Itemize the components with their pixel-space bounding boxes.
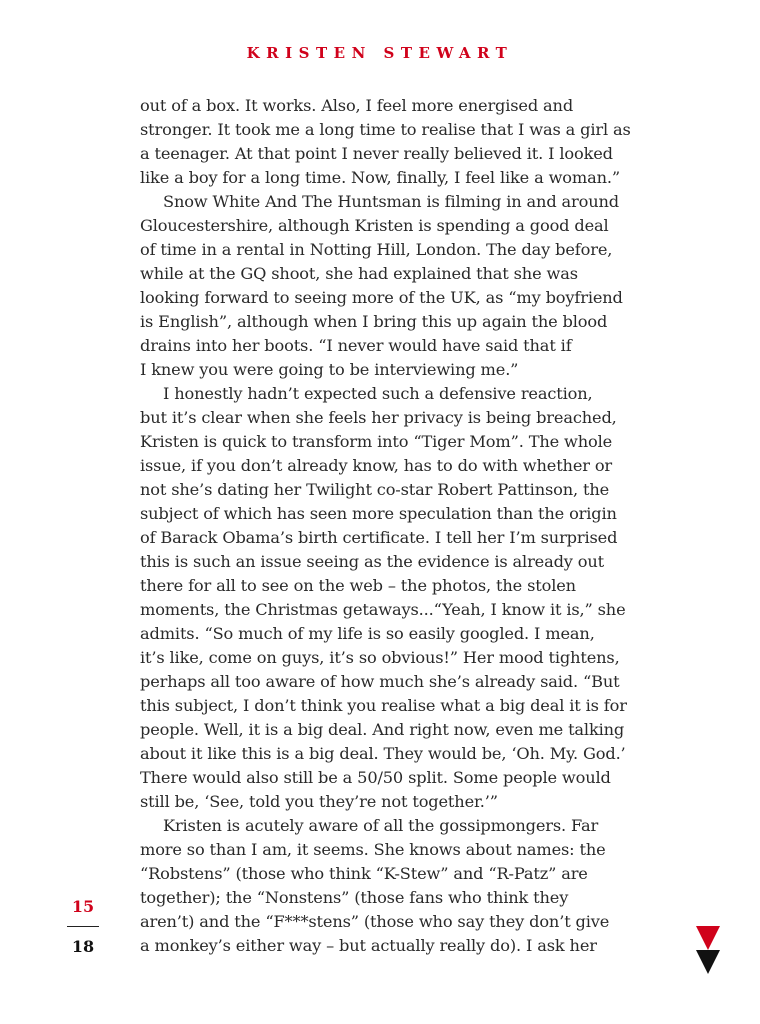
article-line: still be, ‘See, told you they’re not together.’” bbox=[140, 792, 498, 811]
article-line: moments, the Christmas getaways...“Yeah, I know it is,” she bbox=[140, 600, 626, 619]
current-page-number: 15 bbox=[71, 897, 95, 916]
article-line: people. Well, it is a big deal. And right now, even me talking bbox=[140, 720, 625, 739]
page-divider bbox=[67, 926, 99, 927]
article-line: of Barack Obama’s birth certificate. I tell her I’m surprised bbox=[140, 528, 618, 547]
article-line: while at the GQ shoot, she had explained that she was bbox=[140, 264, 578, 283]
article-body bbox=[140, 94, 640, 958]
article-line: subject of which has seen more speculation than the origin bbox=[140, 504, 617, 523]
article-line: it’s like, come on guys, it’s so obvious!” Her mood tightens, bbox=[140, 648, 620, 667]
article-line: perhaps all too aware of how much she’s already said. “But bbox=[140, 672, 620, 691]
article-line: this subject, I don’t think you realise what a big deal it is for bbox=[140, 696, 627, 715]
article-line: about it like this is a big deal. They would be, ‘Oh. My. God.’ bbox=[140, 744, 626, 763]
article-line: there for all to see on the web – the photos, the stolen bbox=[140, 576, 576, 595]
page-arrows-icon bbox=[695, 925, 721, 975]
article-line: looking forward to seeing more of the UK, as “my boyfriend bbox=[140, 288, 623, 307]
article-line: is English”, although when I bring this up again the blood bbox=[140, 312, 608, 331]
black-down-triangle-icon[interactable] bbox=[696, 950, 720, 974]
article-line: admits. “So much of my life is so easily googled. I mean, bbox=[140, 624, 595, 643]
article-line: Snow White And The Huntsman is filming in and around bbox=[163, 192, 619, 211]
article-line: but it’s clear when she feels her privacy is being breached, bbox=[140, 408, 617, 427]
article-line: Kristen is quick to transform into “Tiger Mom”. The whole bbox=[140, 432, 613, 451]
article-line: a teenager. At that point I never really believed it. I looked bbox=[140, 144, 613, 163]
article-line: like a boy for a long time. Now, finally, I feel like a woman.” bbox=[140, 168, 620, 187]
red-down-triangle-icon[interactable] bbox=[696, 926, 720, 950]
next-page-button[interactable] bbox=[695, 925, 721, 975]
article-line: a monkey’s either way – but actually really do). I ask her bbox=[140, 936, 597, 955]
running-head: KRISTEN STEWART bbox=[246, 44, 514, 62]
article-line: “Robstens” (those who think “K-Stew” and “R-Patz” are bbox=[140, 864, 588, 883]
article-line: drains into her boots. “I never would have said that if bbox=[140, 336, 572, 355]
article-line: I knew you were going to be interviewing me.” bbox=[140, 360, 519, 379]
article-line: out of a box. It works. Also, I feel more energised and bbox=[140, 96, 574, 115]
article-line: this is such an issue seeing as the evidence is already out bbox=[140, 552, 605, 571]
article-line: stronger. It took me a long time to realise that I was a girl as bbox=[140, 120, 631, 139]
article-line: together); the “Nonstens” (those fans who think they bbox=[140, 888, 569, 907]
article-line: Gloucestershire, although Kristen is spending a good deal bbox=[140, 216, 609, 235]
article-line: not she’s dating her Twilight co-star Robert Pattinson, the bbox=[140, 480, 610, 499]
article-line: I honestly hadn’t expected such a defensive reaction, bbox=[163, 384, 593, 403]
article-line: issue, if you don’t already know, has to do with whether or bbox=[140, 456, 613, 475]
article-line: There would also still be a 50/50 split. Some people would bbox=[140, 768, 611, 787]
article-line: aren’t) and the “F***stens” (those who say they don’t give bbox=[140, 912, 610, 931]
total-page-count: 18 bbox=[71, 937, 95, 956]
article-line: Kristen is acutely aware of all the gossipmongers. Far bbox=[163, 816, 599, 835]
article-line: more so than I am, it seems. She knows about names: the bbox=[140, 840, 606, 859]
article-line: of time in a rental in Notting Hill, London. The day before, bbox=[140, 240, 613, 259]
